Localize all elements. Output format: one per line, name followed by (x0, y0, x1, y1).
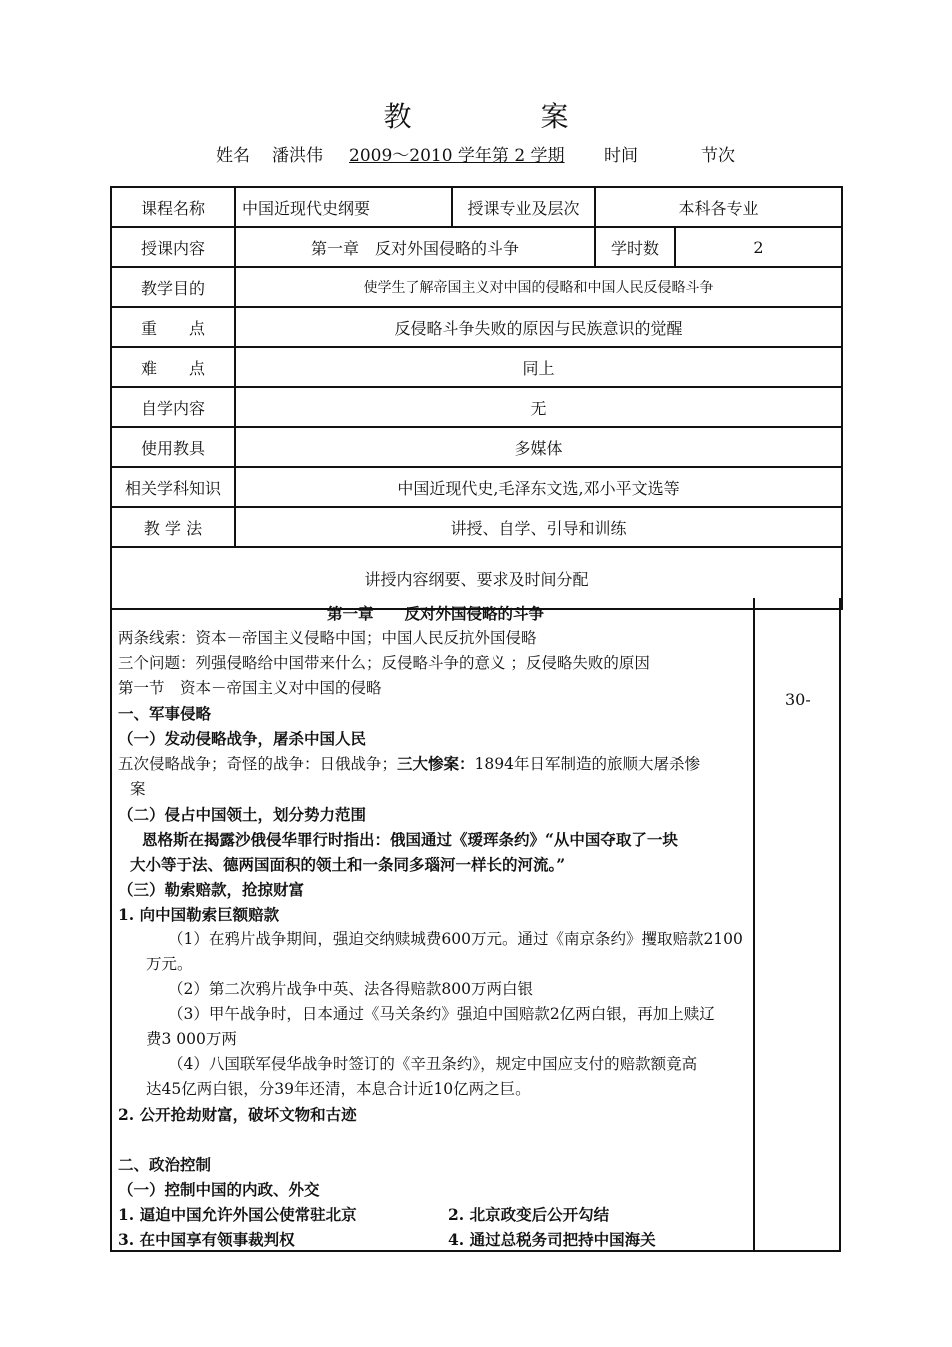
numbered-heading: 1. 向中国勒索巨额赔款 (118, 905, 280, 924)
subheading: （一）发动侵略战争，屠杀中国人民 (118, 729, 367, 748)
bold-span: 三大惨案： (397, 754, 475, 773)
text-line: 三个问题：列强侵略给中国带来什么；反侵略斗争的意义 ；反侵略失败的原因 (118, 654, 650, 672)
time-label: 时间 (604, 146, 638, 166)
difficulty-label: 难 点 (111, 347, 235, 387)
major-label: 授课专业及层次 (452, 187, 595, 227)
quote-line: 大小等于法、德两国面积的领土和一条同多瑙河一样长的河流。” (130, 855, 566, 874)
text-line: （4）八国联军侵华战争时签订的《辛丑条约》，规定中国应支付的赔款额竟高 (168, 1055, 698, 1073)
text-span: 五次侵略战争；奇怪的战争：日俄战争； (118, 755, 398, 773)
blank-line (118, 1127, 753, 1152)
list-item: 1. 逼迫中国允许外国公使常驻北京 (118, 1205, 357, 1224)
related: 中国近现代史,毛泽东文选,邓小平文选等 (235, 467, 842, 507)
outline-heading: 讲授内容纲要、要求及时间分配 (111, 547, 842, 609)
key: 反侵略斗争失败的原因与民族意识的觉醒 (235, 307, 842, 347)
term: 2009～2010 学年第 2 学期 (349, 146, 565, 166)
list-row (118, 1202, 753, 1227)
content-label: 授课内容 (111, 227, 235, 267)
session-label: 节次 (701, 146, 735, 166)
self-study-label: 自学内容 (111, 387, 235, 427)
major: 本科各专业 (595, 187, 842, 227)
subheading: （二）侵占中国领土，划分势力范围 (118, 805, 367, 824)
tools: 多媒体 (235, 427, 842, 467)
list-item: 3. 在中国享有领事裁判权 (118, 1230, 295, 1249)
text-line (118, 751, 753, 777)
purpose-label: 教学目的 (111, 267, 235, 307)
name-label: 姓名 (216, 146, 250, 166)
page-title: 教 案 (383, 100, 629, 133)
chapter-heading: 第一章 反对外国侵略的斗争 (326, 604, 544, 623)
course-name: 中国近现代史纲要 (235, 187, 452, 227)
lesson-info-table (110, 186, 843, 610)
hours: 2 (675, 227, 842, 267)
heading-military: 一、军事侵略 (118, 704, 212, 723)
course-name-label: 课程名称 (111, 187, 235, 227)
quote-line: 恩格斯在揭露沙俄侵华罪行时指出：俄国通过《瑷珲条约》“从中国夺取了一块 (142, 830, 678, 849)
difficulty: 同上 (235, 347, 842, 387)
method: 讲授、自学、引导和训练 (235, 507, 842, 547)
list-item: 4. 通过总税务司把持中国海关 (448, 1230, 656, 1249)
key-label: 重 点 (111, 307, 235, 347)
heading-political: 二、政治控制 (118, 1155, 212, 1174)
text-line: 案 (130, 780, 146, 798)
section-heading: 第一节 资本－帝国主义对中国的侵略 (118, 679, 382, 697)
hours-label: 学时数 (595, 227, 675, 267)
text-line: （2）第二次鸦片战争中英、法各得赔款800万两白银 (168, 980, 533, 998)
method-label: 教 学 法 (111, 507, 235, 547)
text-line: （3）甲午战争时，日本通过《马关条约》强迫中国赔款2亿两白银，再加上赎辽 (168, 1005, 715, 1023)
tools-label: 使用教具 (111, 427, 235, 467)
purpose: 使学生了解帝国主义对中国的侵略和中国人民反侵略斗争 (235, 267, 842, 307)
text-line: 两条线索：资本－帝国主义侵略中国；中国人民反抗外国侵略 (118, 629, 537, 647)
text-line: 达45亿两白银，分39年还清，本息合计近10亿两之巨。 (146, 1080, 531, 1098)
numbered-heading: 2. 公开抢劫财富，破坏文物和古迹 (118, 1105, 357, 1124)
teacher-name: 潘洪伟 (272, 146, 323, 166)
related-label: 相关学科知识 (111, 467, 235, 507)
subheading: （三）勒索赔款，抢掠财富 (118, 880, 305, 899)
text-line: 费3 000万两 (146, 1030, 237, 1048)
time-allocation: 30- (785, 690, 811, 709)
subheading: （一）控制中国的内政、外交 (118, 1180, 320, 1199)
text-span: 1894年日军制造的旅顺大屠杀惨 (474, 755, 700, 773)
list-row (118, 1227, 753, 1252)
lesson-content (118, 601, 753, 1252)
text-line: （1）在鸦片战争期间，强迫交纳赎城费600万元。通过《南京条约》攫取赔款2100 (168, 930, 743, 948)
self-study: 无 (235, 387, 842, 427)
content: 第一章 反对外国侵略的斗争 (235, 227, 595, 267)
list-item: 2. 北京政变后公开勾结 (448, 1205, 610, 1224)
text-line: 万元。 (146, 955, 193, 973)
lesson-body (110, 598, 841, 1252)
time-column-divider (753, 598, 755, 1250)
